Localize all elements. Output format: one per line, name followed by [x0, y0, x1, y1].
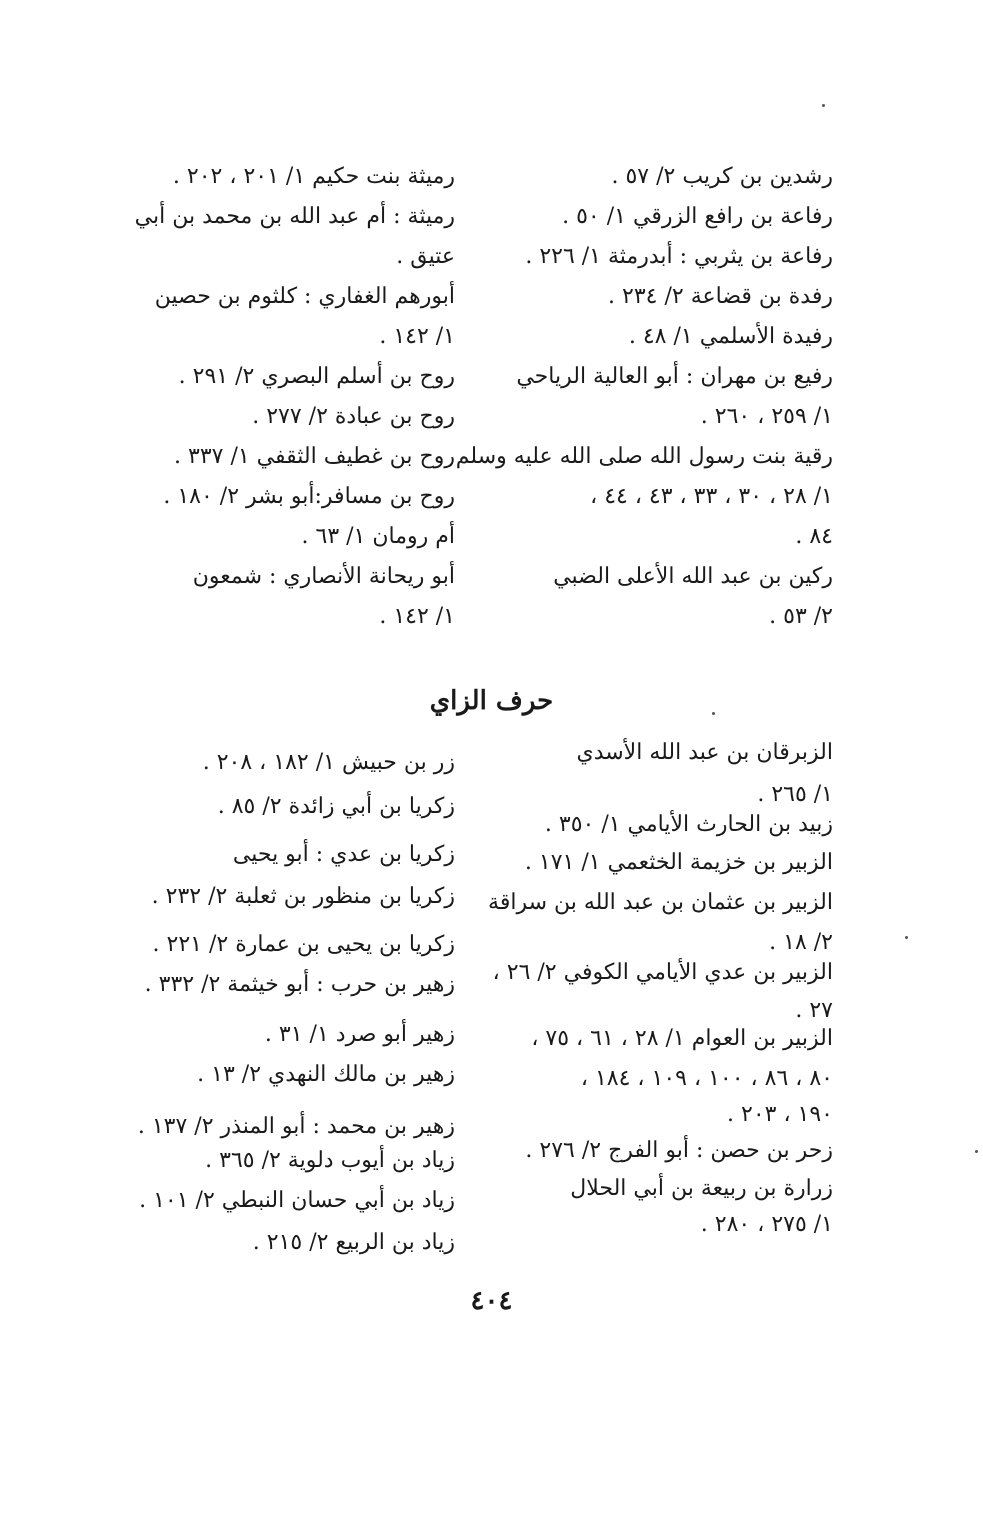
- index-entry-line: ١٩٠ ، ٢٠٣ .: [727, 1102, 833, 1127]
- index-entry-line: زر بن حبيش ١/ ١٨٢ ، ٢٠٨ .: [202, 750, 455, 775]
- scan-mark: [822, 104, 825, 107]
- index-entry-line: زياد بن الربيع ٢/ ٢١٥ .: [252, 1230, 455, 1255]
- index-entry-line: زياد بن أبي حسان النبطي ٢/ ١٠١ .: [139, 1188, 455, 1213]
- section-heading: حرف الزاي: [429, 686, 554, 716]
- index-entry-line: الزبير بن خزيمة الخثعمي ١/ ١٧١ .: [524, 850, 833, 875]
- index-entry-line: زكريا بن يحيى بن عمارة ٢/ ٢٢١ .: [152, 932, 455, 957]
- index-entry-line: زبيد بن الحارث الأيامي ١/ ٣٥٠ .: [544, 812, 833, 837]
- index-entry-line: ١/ ٢٧٥ ، ٢٨٠ .: [700, 1212, 833, 1237]
- index-entry-line: روح بن مسافر:أبو بشر ٢/ ١٨٠ .: [163, 484, 455, 509]
- index-entry-line: الزبير بن عثمان بن عبد الله بن سراقة: [488, 890, 833, 915]
- scan-mark: [975, 1150, 978, 1153]
- index-entry-line: زهير أبو صرد ١/ ٣١ .: [264, 1022, 455, 1047]
- index-entry-line: رميثة : أم عبد الله بن محمد بن أبي: [134, 204, 455, 229]
- index-entry-line: زهير بن حرب : أبو خيثمة ٢/ ٣٣٢ .: [144, 972, 455, 997]
- index-entry-line: رفاعة بن يثربي : أبدرمثة ١/ ٢٢٦ .: [525, 244, 833, 269]
- index-entry-line: رفدة بن قضاعة ٢/ ٢٣٤ .: [608, 284, 833, 309]
- index-entry-line: رميثة بنت حكيم ١/ ٢٠١ ، ٢٠٢ .: [172, 164, 455, 189]
- index-entry-line: ٢/ ٥٣ .: [769, 604, 833, 629]
- index-entry-line: الزبير بن العوام ١/ ٢٨ ، ٦١ ، ٧٥ ،: [531, 1026, 833, 1051]
- index-entry-line: روح بن أسلم البصري ٢/ ٢٩١ .: [178, 364, 455, 389]
- index-entry-line: ركين بن عبد الله الأعلى الضبي: [553, 564, 833, 589]
- index-entry-line: ١/ ٢٦٥ .: [757, 782, 833, 807]
- index-entry-line: ٨٠ ، ٨٦ ، ١٠٠ ، ١٠٩ ، ١٨٤ ،: [580, 1066, 833, 1091]
- index-entry-line: ١/ ١٤٢ .: [379, 324, 455, 349]
- index-entry-line: الزبير بن عدي الأيامي الكوفي ٢/ ٢٦ ،: [492, 960, 833, 985]
- page-number: ٤٠٤: [470, 1286, 513, 1316]
- index-entry-line: رفاعة بن رافع الزرقي ١/ ٥٠ .: [562, 204, 833, 229]
- index-entry-line: زرارة بن ربيعة بن أبي الحلال: [570, 1176, 833, 1201]
- index-entry-line: ١/ ٢٥٩ ، ٢٦٠ .: [700, 404, 833, 429]
- index-entry-line: الزبرقان بن عبد الله الأسدي: [576, 740, 833, 765]
- index-entry-line: ٢٧ .: [795, 998, 833, 1023]
- index-entry-line: روح بن عبادة ٢/ ٢٧٧ .: [252, 404, 455, 429]
- index-entry-line: زحر بن حصن : أبو الفرج ٢/ ٢٧٦ .: [525, 1138, 833, 1163]
- index-entry-line: رقية بنت رسول الله صلى الله عليه وسلم: [455, 444, 833, 469]
- index-entry-line: زكريا بن أبي زائدة ٢/ ٨٥ .: [217, 794, 455, 819]
- index-entry-line: ٨٤ .: [795, 524, 833, 549]
- index-entry-line: زهير بن مالك النهدي ٢/ ١٣ .: [197, 1062, 455, 1087]
- index-entry-line: ١/ ١٤٢ .: [379, 604, 455, 629]
- index-entry-line: أبو ريحانة الأنصاري : شمعون: [192, 564, 455, 589]
- index-entry-line: زياد بن أيوب دلوية ٢/ ٣٦٥ .: [205, 1148, 455, 1173]
- index-entry-line: رفيدة الأسلمي ١/ ٤٨ .: [628, 324, 833, 349]
- index-entry-line: زكريا بن عدي : أبو يحيى: [232, 842, 455, 867]
- index-entry-line: روح بن غطيف الثقفي ١/ ٣٣٧ .: [174, 444, 455, 469]
- scan-mark: [905, 936, 908, 939]
- scan-mark: [712, 712, 715, 715]
- index-entry-line: رفيع بن مهران : أبو العالية الرياحي: [516, 364, 833, 389]
- index-entry-line: زهير بن محمد : أبو المنذر ٢/ ١٣٧ .: [137, 1114, 455, 1139]
- index-entry-line: زكريا بن منظور بن ثعلبة ٢/ ٢٣٢ .: [151, 884, 455, 909]
- index-entry-line: أم رومان ١/ ٦٣ .: [301, 524, 455, 549]
- index-entry-line: أبورهم الغفاري : كلثوم بن حصين: [154, 284, 455, 309]
- index-entry-line: رشدين بن كريب ٢/ ٥٧ .: [611, 164, 833, 189]
- index-entry-line: ١/ ٢٨ ، ٣٠ ، ٣٣ ، ٤٣ ، ٤٤ ،: [590, 484, 833, 509]
- index-entry-line: عتيق .: [396, 244, 455, 269]
- index-entry-line: ٢/ ١٨ .: [769, 930, 833, 955]
